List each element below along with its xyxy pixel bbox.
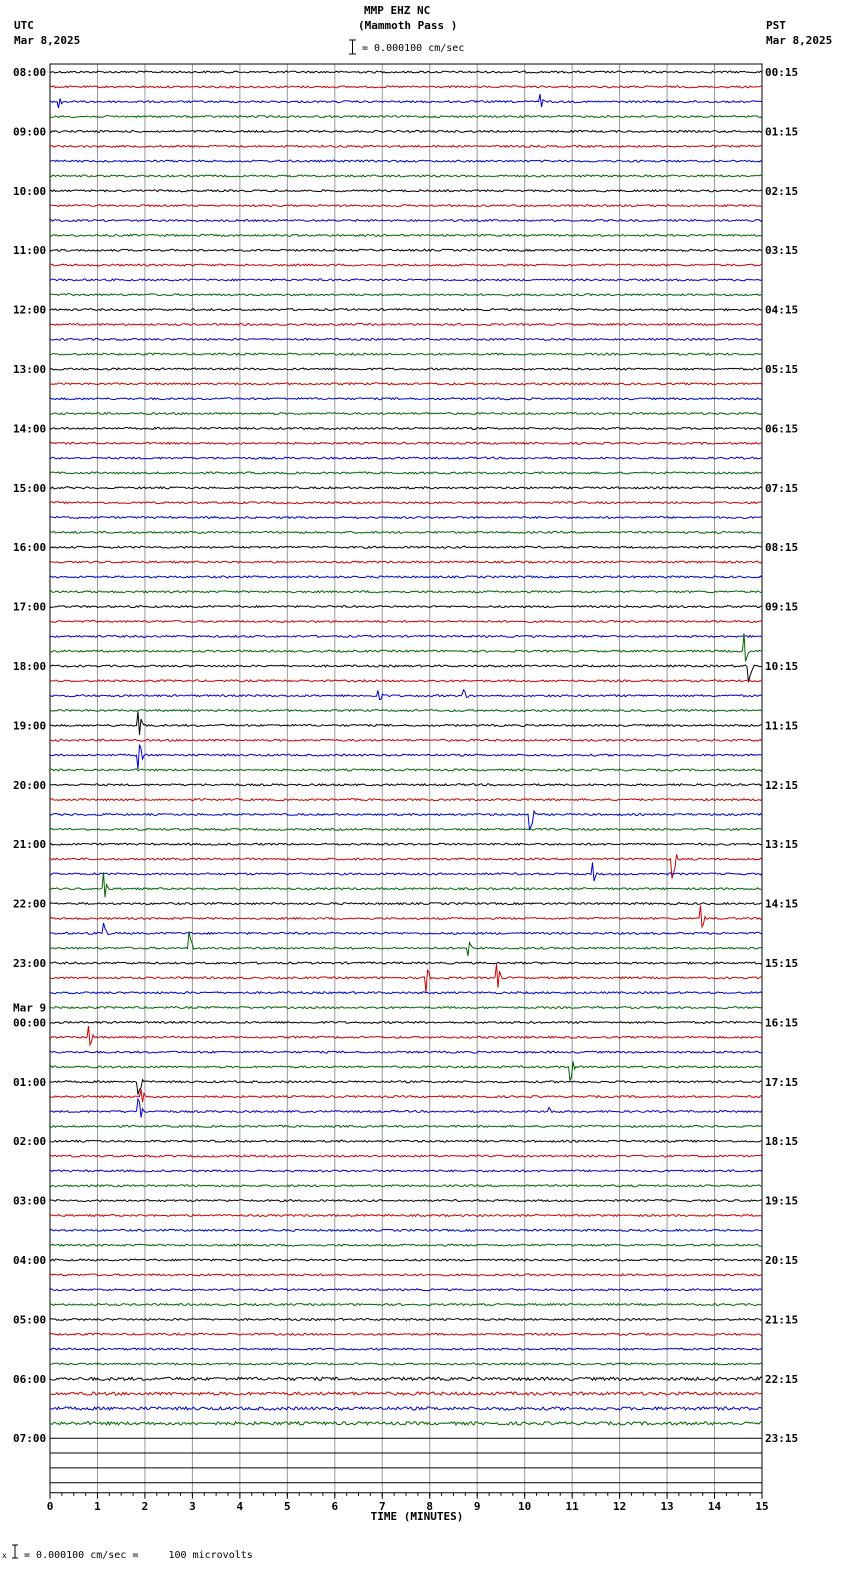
time-grid: [50, 64, 762, 1493]
trace-81: [50, 1274, 762, 1276]
x-tick-label-13: 13: [660, 1499, 674, 1513]
pst-label-15: 15:15: [765, 957, 799, 970]
pst-label-20: 20:15: [765, 1254, 799, 1267]
x-tick-label-3: 3: [189, 1499, 196, 1513]
trace-0: [50, 71, 762, 73]
trace-34: [50, 576, 762, 578]
utc-label-10: 18:00: [13, 660, 47, 673]
trace-42: [50, 690, 762, 700]
trace-77: [50, 1215, 762, 1217]
pst-label-2: 02:15: [765, 184, 799, 198]
pst-label-3: 03:15: [765, 244, 799, 258]
trace-71: [50, 1125, 762, 1127]
trace-69: [50, 1089, 762, 1102]
pst-label-9: 09:15: [765, 600, 799, 614]
trace-26: [50, 457, 762, 459]
x-tick-label-2: 2: [141, 1499, 149, 1513]
trace-60: [50, 962, 762, 964]
x-tick-label-9: 9: [473, 1499, 481, 1513]
trace-78: [50, 1229, 762, 1231]
trace-2: [50, 94, 762, 108]
trace-29: [50, 502, 762, 504]
utc-label-17: 00:00: [13, 1016, 47, 1030]
utc-label-3: 11:00: [13, 244, 47, 258]
trace-89: [50, 1392, 762, 1395]
utc-label-15: 23:00: [13, 957, 47, 970]
trace-64: [50, 1021, 762, 1023]
x-tick-label-1: 1: [94, 1499, 101, 1513]
pst-label-16: 16:15: [765, 1016, 799, 1030]
utc-label-5: 13:00: [13, 363, 47, 376]
trace-45: [50, 739, 762, 741]
utc-label-16: Mar 9: [13, 1001, 47, 1015]
trace-17: [50, 324, 762, 326]
pst-label-0: 00:15: [765, 66, 799, 79]
trace-49: [50, 799, 762, 801]
pst-label-10: 10:15: [765, 660, 799, 673]
x-tick-label-14: 14: [707, 1499, 722, 1513]
trace-56: [50, 903, 762, 905]
trace-86: [50, 1348, 762, 1350]
trace-33: [50, 561, 762, 563]
pst-label-13: 13:15: [765, 838, 799, 852]
trace-76: [50, 1200, 762, 1202]
trace-9: [50, 205, 762, 207]
pst-label-17: 17:15: [765, 1075, 799, 1089]
x-tick-label-12: 12: [612, 1499, 627, 1513]
trace-50: [50, 811, 762, 830]
trace-18: [50, 338, 762, 340]
trace-5: [50, 145, 762, 147]
utc-label-12: 20:00: [13, 778, 47, 792]
x-tick-label-11: 11: [565, 1499, 579, 1513]
footer-prefix: x: [2, 1551, 7, 1560]
utc-label-18: 01:00: [13, 1075, 47, 1089]
x-tick-label-15: 15: [755, 1499, 769, 1513]
utc-label-8: 16:00: [13, 541, 47, 555]
trace-36: [50, 606, 762, 608]
trace-3: [50, 116, 762, 118]
trace-20: [50, 368, 762, 370]
trace-32: [50, 546, 762, 548]
trace-83: [50, 1304, 762, 1306]
trace-21: [50, 383, 762, 385]
utc-label-0: 08:00: [13, 66, 47, 79]
trace-48: [50, 784, 762, 786]
trace-4: [50, 130, 762, 132]
trace-11: [50, 234, 762, 236]
pst-label-1: 01:15: [765, 125, 799, 139]
x-tick-label-0: 0: [46, 1499, 54, 1513]
trace-90: [50, 1407, 762, 1410]
trace-84: [50, 1318, 762, 1320]
footer-scale-icon: [10, 1544, 20, 1560]
trace-57: [50, 906, 762, 928]
trace-7: [50, 175, 762, 177]
trace-40: [50, 665, 762, 682]
utc-label-20: 03:00: [13, 1194, 47, 1208]
utc-label-7: 15:00: [13, 481, 47, 495]
utc-label-1: 09:00: [13, 125, 47, 139]
trace-28: [50, 487, 762, 489]
station-location: (Mammoth Pass ): [358, 19, 458, 32]
utc-label-9: 17:00: [13, 600, 47, 614]
trace-30: [50, 517, 762, 519]
trace-75: [50, 1185, 762, 1187]
utc-time-labels: [13, 66, 46, 1445]
trace-58: [50, 923, 762, 935]
footer-scale-text: = 0.000100 cm/sec = 100 microvolts: [24, 1550, 253, 1561]
x-tick-label-5: 5: [284, 1499, 291, 1513]
trace-82: [50, 1289, 762, 1291]
trace-lines: [50, 71, 762, 1483]
utc-label-2: 10:00: [13, 184, 47, 198]
trace-66: [50, 1051, 762, 1053]
trace-43: [50, 710, 762, 712]
utc-label-22: 05:00: [13, 1313, 47, 1327]
trace-63: [50, 1007, 762, 1009]
utc-label-14: 22:00: [13, 897, 47, 911]
pst-label-22: 22:15: [765, 1372, 799, 1386]
trace-38: [50, 635, 762, 637]
utc-label-24: 07:00: [13, 1432, 47, 1446]
pst-label-23: 23:15: [765, 1432, 799, 1446]
utc-label: UTC: [14, 19, 34, 32]
pst-label: PST: [766, 19, 786, 32]
trace-65: [50, 1026, 762, 1045]
trace-13: [50, 264, 762, 266]
pst-date: Mar 8,2025: [766, 34, 833, 47]
trace-31: [50, 531, 762, 533]
pst-label-4: 04:15: [765, 303, 799, 317]
trace-91: [50, 1422, 762, 1425]
trace-41: [50, 680, 762, 682]
pst-label-21: 21:15: [765, 1313, 799, 1327]
trace-46: [50, 745, 762, 770]
utc-label-23: 06:00: [13, 1372, 47, 1386]
trace-16: [50, 309, 762, 311]
trace-12: [50, 249, 762, 251]
x-axis-label: TIME (MINUTES): [370, 1510, 464, 1523]
trace-53: [50, 855, 762, 879]
trace-37: [50, 621, 762, 623]
pst-label-8: 08:15: [765, 541, 799, 555]
trace-35: [50, 591, 762, 593]
trace-25: [50, 442, 762, 444]
trace-51: [50, 828, 762, 830]
trace-55: [50, 872, 762, 897]
trace-72: [50, 1140, 762, 1142]
trace-73: [50, 1155, 762, 1157]
trace-23: [50, 413, 762, 415]
pst-label-6: 06:15: [765, 422, 799, 436]
trace-8: [50, 190, 762, 192]
trace-6: [50, 160, 762, 162]
trace-1: [50, 86, 762, 88]
pst-label-12: 12:15: [765, 778, 799, 792]
pst-time-labels: [765, 66, 798, 1445]
scale-label: = 0.000100 cm/sec: [362, 43, 465, 54]
trace-85: [50, 1333, 762, 1335]
x-tick-label-4: 4: [236, 1499, 244, 1513]
utc-label-6: 14:00: [13, 422, 47, 436]
trace-47: [50, 769, 762, 771]
trace-88: [50, 1377, 762, 1380]
x-tick-label-7: 7: [378, 1499, 386, 1513]
trace-62: [50, 992, 762, 994]
trace-52: [50, 843, 762, 845]
trace-24: [50, 427, 762, 429]
station-title: MMP EHZ NC: [364, 4, 431, 17]
trace-27: [50, 472, 762, 474]
trace-68: [50, 1080, 762, 1095]
plot-frame: [50, 64, 762, 1493]
trace-15: [50, 294, 762, 296]
utc-label-19: 02:00: [13, 1135, 47, 1149]
pst-label-19: 19:15: [765, 1194, 799, 1208]
trace-54: [50, 862, 762, 881]
trace-61: [50, 964, 762, 993]
pst-label-7: 07:15: [765, 481, 799, 495]
trace-74: [50, 1170, 762, 1172]
utc-label-11: 19:00: [13, 719, 47, 733]
pst-label-14: 14:15: [765, 897, 799, 911]
trace-59: [50, 931, 762, 956]
trace-10: [50, 220, 762, 222]
x-tick-label-8: 8: [426, 1499, 434, 1513]
pst-label-11: 11:15: [765, 719, 799, 733]
trace-87: [50, 1363, 762, 1365]
utc-label-21: 04:00: [13, 1254, 47, 1267]
trace-22: [50, 398, 762, 400]
x-tick-label-10: 10: [518, 1499, 532, 1513]
utc-date: Mar 8,2025: [14, 34, 81, 47]
trace-70: [50, 1099, 762, 1118]
trace-14: [50, 279, 762, 281]
utc-label-13: 21:00: [13, 838, 47, 852]
trace-19: [50, 353, 762, 355]
trace-79: [50, 1244, 762, 1246]
utc-label-4: 12:00: [13, 303, 47, 317]
x-tick-label-6: 6: [331, 1499, 339, 1513]
trace-67: [50, 1062, 762, 1081]
trace-80: [50, 1259, 762, 1261]
trace-44: [50, 712, 762, 735]
pst-label-18: 18:15: [765, 1135, 799, 1149]
pst-label-5: 05:15: [765, 363, 799, 376]
